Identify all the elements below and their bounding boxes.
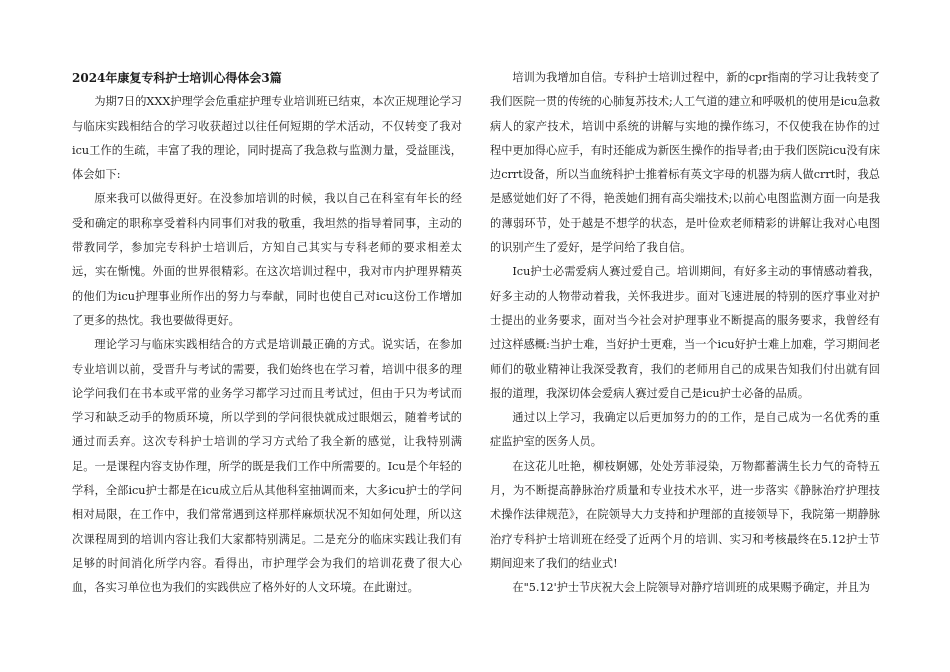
paragraph: 理论学习与临床实践相结合的方式是培训最正确的方式。说实话，在参加专业培训以前，受晋升与考试的需要，我们始终也在学习着，培训中很多的理论学问我们在书本或平常的业务学习都学习过而且考试过，但由于只为考试而学习和缺乏动手的物质环境，所以学到的学问很快就成过眼烟云，随着考试的通过而丢弃。这次专科护士培训的学习方式给了我全新的感觉，让我特别满足。一是课程内容支协作理，所学的既是我们工作中所需要的。Icu是个年轻的学科，全部icu护士都是在icu成立后从其他科室抽调而来，大多icu护士的学问相对局限，在工作中，我们常常遇到这样那样麻烦状况不知如何处理，所以这次课程周到的培训内容让我们大家都特别满足。二是充分的临床实践让我们有足够的时间消化所学内容。看得出，市护理学会为我们的培训花费了很大心血，各实习单位也为我们的实践供应了格外好的人文环境。在此谢过。 [72, 338, 462, 595]
right-column [490, 66, 880, 601]
paragraph: 原来我可以做得更好。在没参加培训的时候，我以自己在科室有年长的经受和确定的职称享受着科内同事们对我的敬重，我坦然的指导着同事，主动的带教同学，参加完专科护士培训后，方知自己其实与专科老师的要求相差太远，实在惭愧。外面的世界很精彩。在这次培训过程中，我对市内护理界精英的他们为icu护理事业所作出的努力与奉献，同时也使自己对icu这份工作增加了更多的热忱。我也要做得更好。 [72, 192, 462, 327]
left-column [72, 66, 462, 601]
paragraph: Icu护士必需爱病人赛过爱自己。培训期间，有好多主动的事情感动着我，好多主动的人物带动着我，关怀我进步。面对飞速进展的特别的医疗事业对护士提出的业务要求，面对当今社会对护理事业不断提高的服务要求，我曾经有过这样感概:当护士难，当好护士更难，当一个icu好护士难上加难，学习期间老师们的敬业精神让我深受教育，我们的老师用自己的成果告知我们付出就有回报的道理，我深切体会爱病人赛过爱自己是icu护士必备的品质。 [490, 265, 881, 400]
paragraph: 培训为我增加自信。专科护士培训过程中，新的cpr指南的学习让我转变了我们医院一贯的传统的心肺复苏技术;人工气道的建立和呼吸机的使用是icu急救病人的家产技术，培训中系统的讲解与实地的操作练习，不仅使我在协作的过程中更加得心应手，有时还能成为新医生操作的指导者;由于我们医院icu没有床边crrt设备，所以当血统科护士推着标有英文字母的机器为病人做crrt时，我总是感觉她们好了不得，艳羡她们拥有高尖端技术;以前心电图监测方面一向是我的薄弱环节，处于越是不想学的状态，是叶俭欢老师精彩的讲解让我对心电图的识别产生了爱好，是学问给了我自信。 [490, 71, 881, 255]
paragraph: 为期7日的XXX护理学会危重症护理专业培训班已结束，本次正规理论学习与临床实践相结合的学习收获超过以往任何短期的学术活动，不仅转变了我对icu工作的生疏，丰富了我的理论，同时提高了我急救与监测力量，受益匪浅，体会如下: [72, 95, 462, 182]
document-title: 2024年康复专科护士培训心得体会3篇 [72, 71, 282, 85]
paragraph: 通过以上学习，我确定以后更加努力的的工作，是自己成为一名优秀的重症监护室的医务人员。 [490, 411, 880, 449]
paragraph: 在这花儿吐艳，柳枝婀娜，处处芳菲浸染，万物都蓄满生长力气的奇特五月，为不断提高静脉治疗质量和专业技术水平，进一步落实《静脉治疗护理技术操作法律规范》，在院领导大力支持和护理部的直接领导下，我院第一期静脉治疗专科护士培训班在经受了近两个月的培训、实习和考核最终在5.12护士节期间迎来了我们的结业式! [490, 459, 880, 570]
paragraph: 在"5.12'护士节庆祝大会上院领导对静疗培训班的成果赐予确定，并且为 [512, 581, 870, 595]
